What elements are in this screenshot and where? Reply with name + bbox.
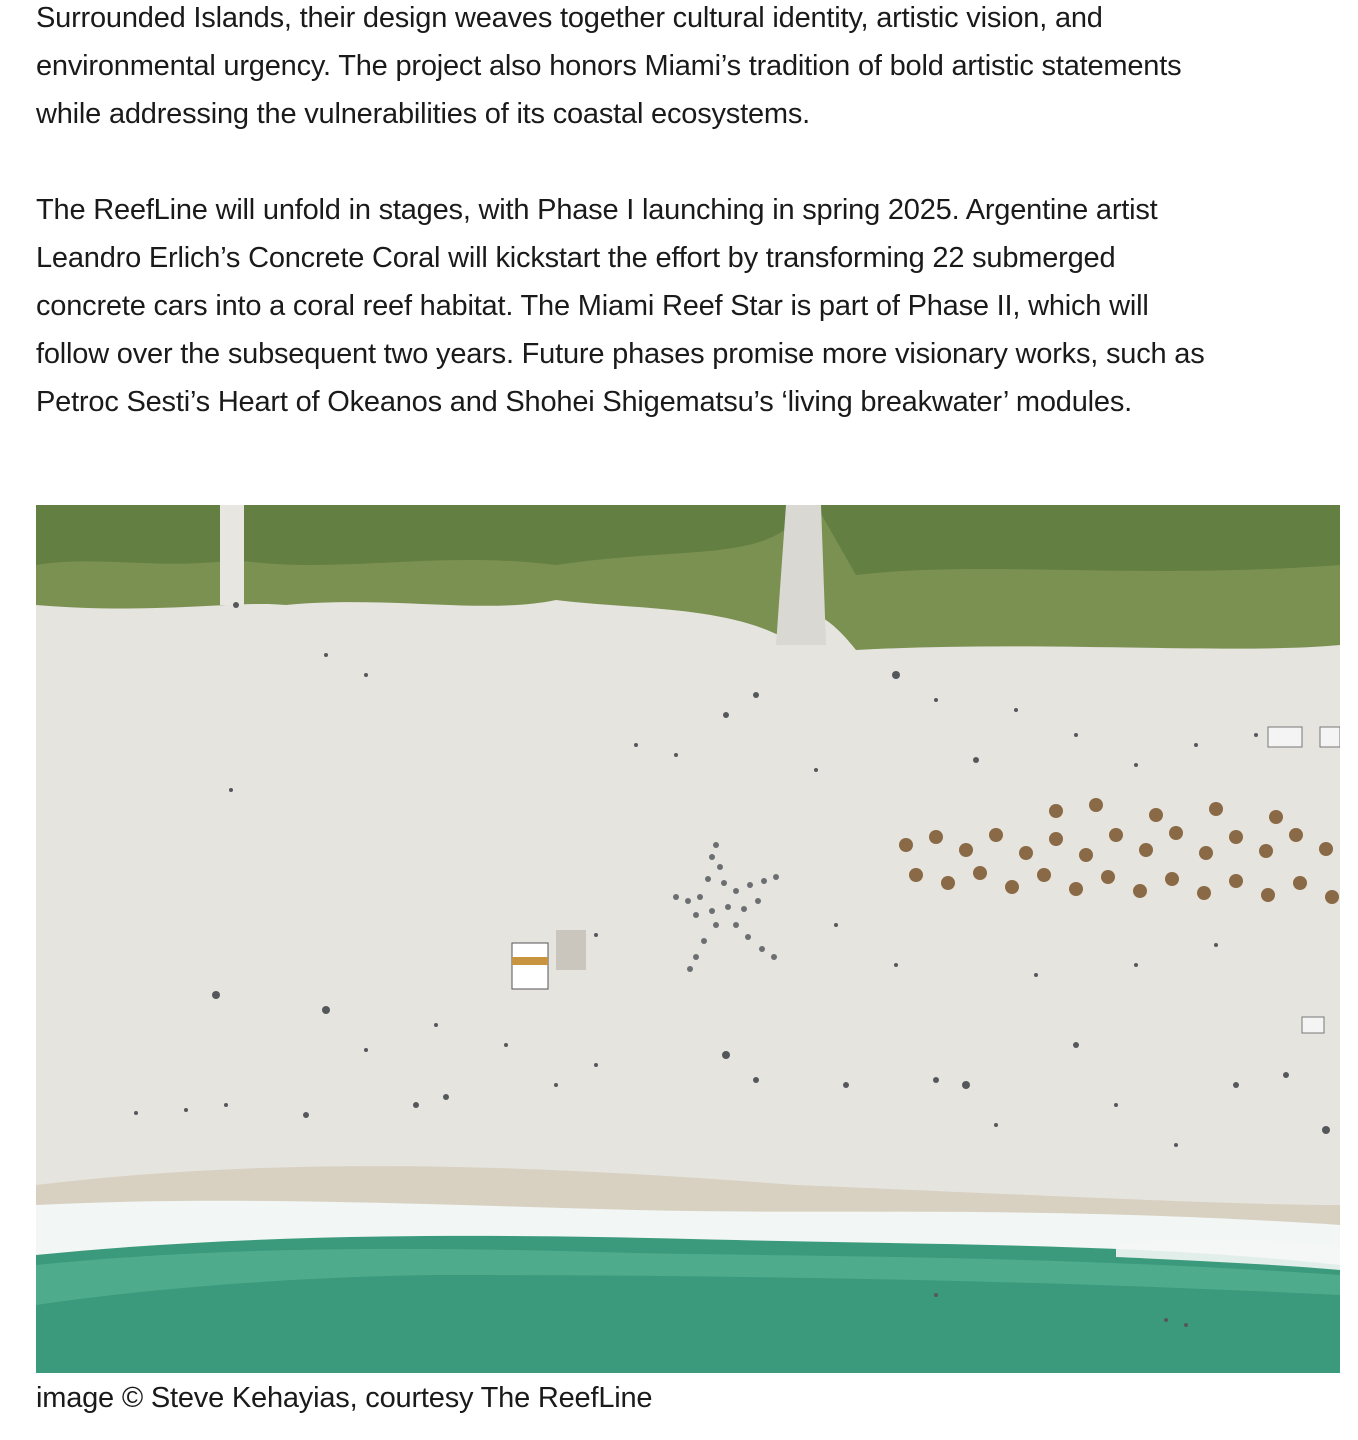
article-paragraph — [36, 186, 1205, 426]
article-paragraph — [36, 0, 1181, 138]
paragraph-line: The ReefLine will unfold in stages, with Phase I launching in spring 2025. Argentine artist — [36, 194, 1158, 226]
paragraph-line: concrete cars into a coral reef habitat. The Miami Reef Star is part of Phase II, which will — [36, 290, 1149, 322]
paragraph-line: Surrounded Islands, their design weaves together cultural identity, artistic vision, and — [36, 2, 1103, 34]
beach-aerial-photo — [36, 505, 1340, 1373]
image-caption: image © Steve Kehayias, courtesy The ReefLine — [36, 1382, 653, 1414]
paragraph-line: Leandro Erlich’s Concrete Coral will kickstart the effort by transforming 22 submerged — [36, 242, 1116, 274]
paragraph-line: environmental urgency. The project also honors Miami’s tradition of bold artistic statements — [36, 50, 1182, 82]
paragraph-line: Petroc Sesti’s Heart of Okeanos and Shohei Shigematsu’s ‘living breakwater’ modules. — [36, 386, 1132, 418]
paragraph-line: follow over the subsequent two years. Future phases promise more visionary works, such as — [36, 338, 1205, 370]
dune-path — [220, 505, 244, 605]
paragraph-line: while addressing the vulnerabilities of its coastal ecosystems. — [36, 98, 810, 130]
beach-aerial-illustration — [36, 505, 1340, 1373]
